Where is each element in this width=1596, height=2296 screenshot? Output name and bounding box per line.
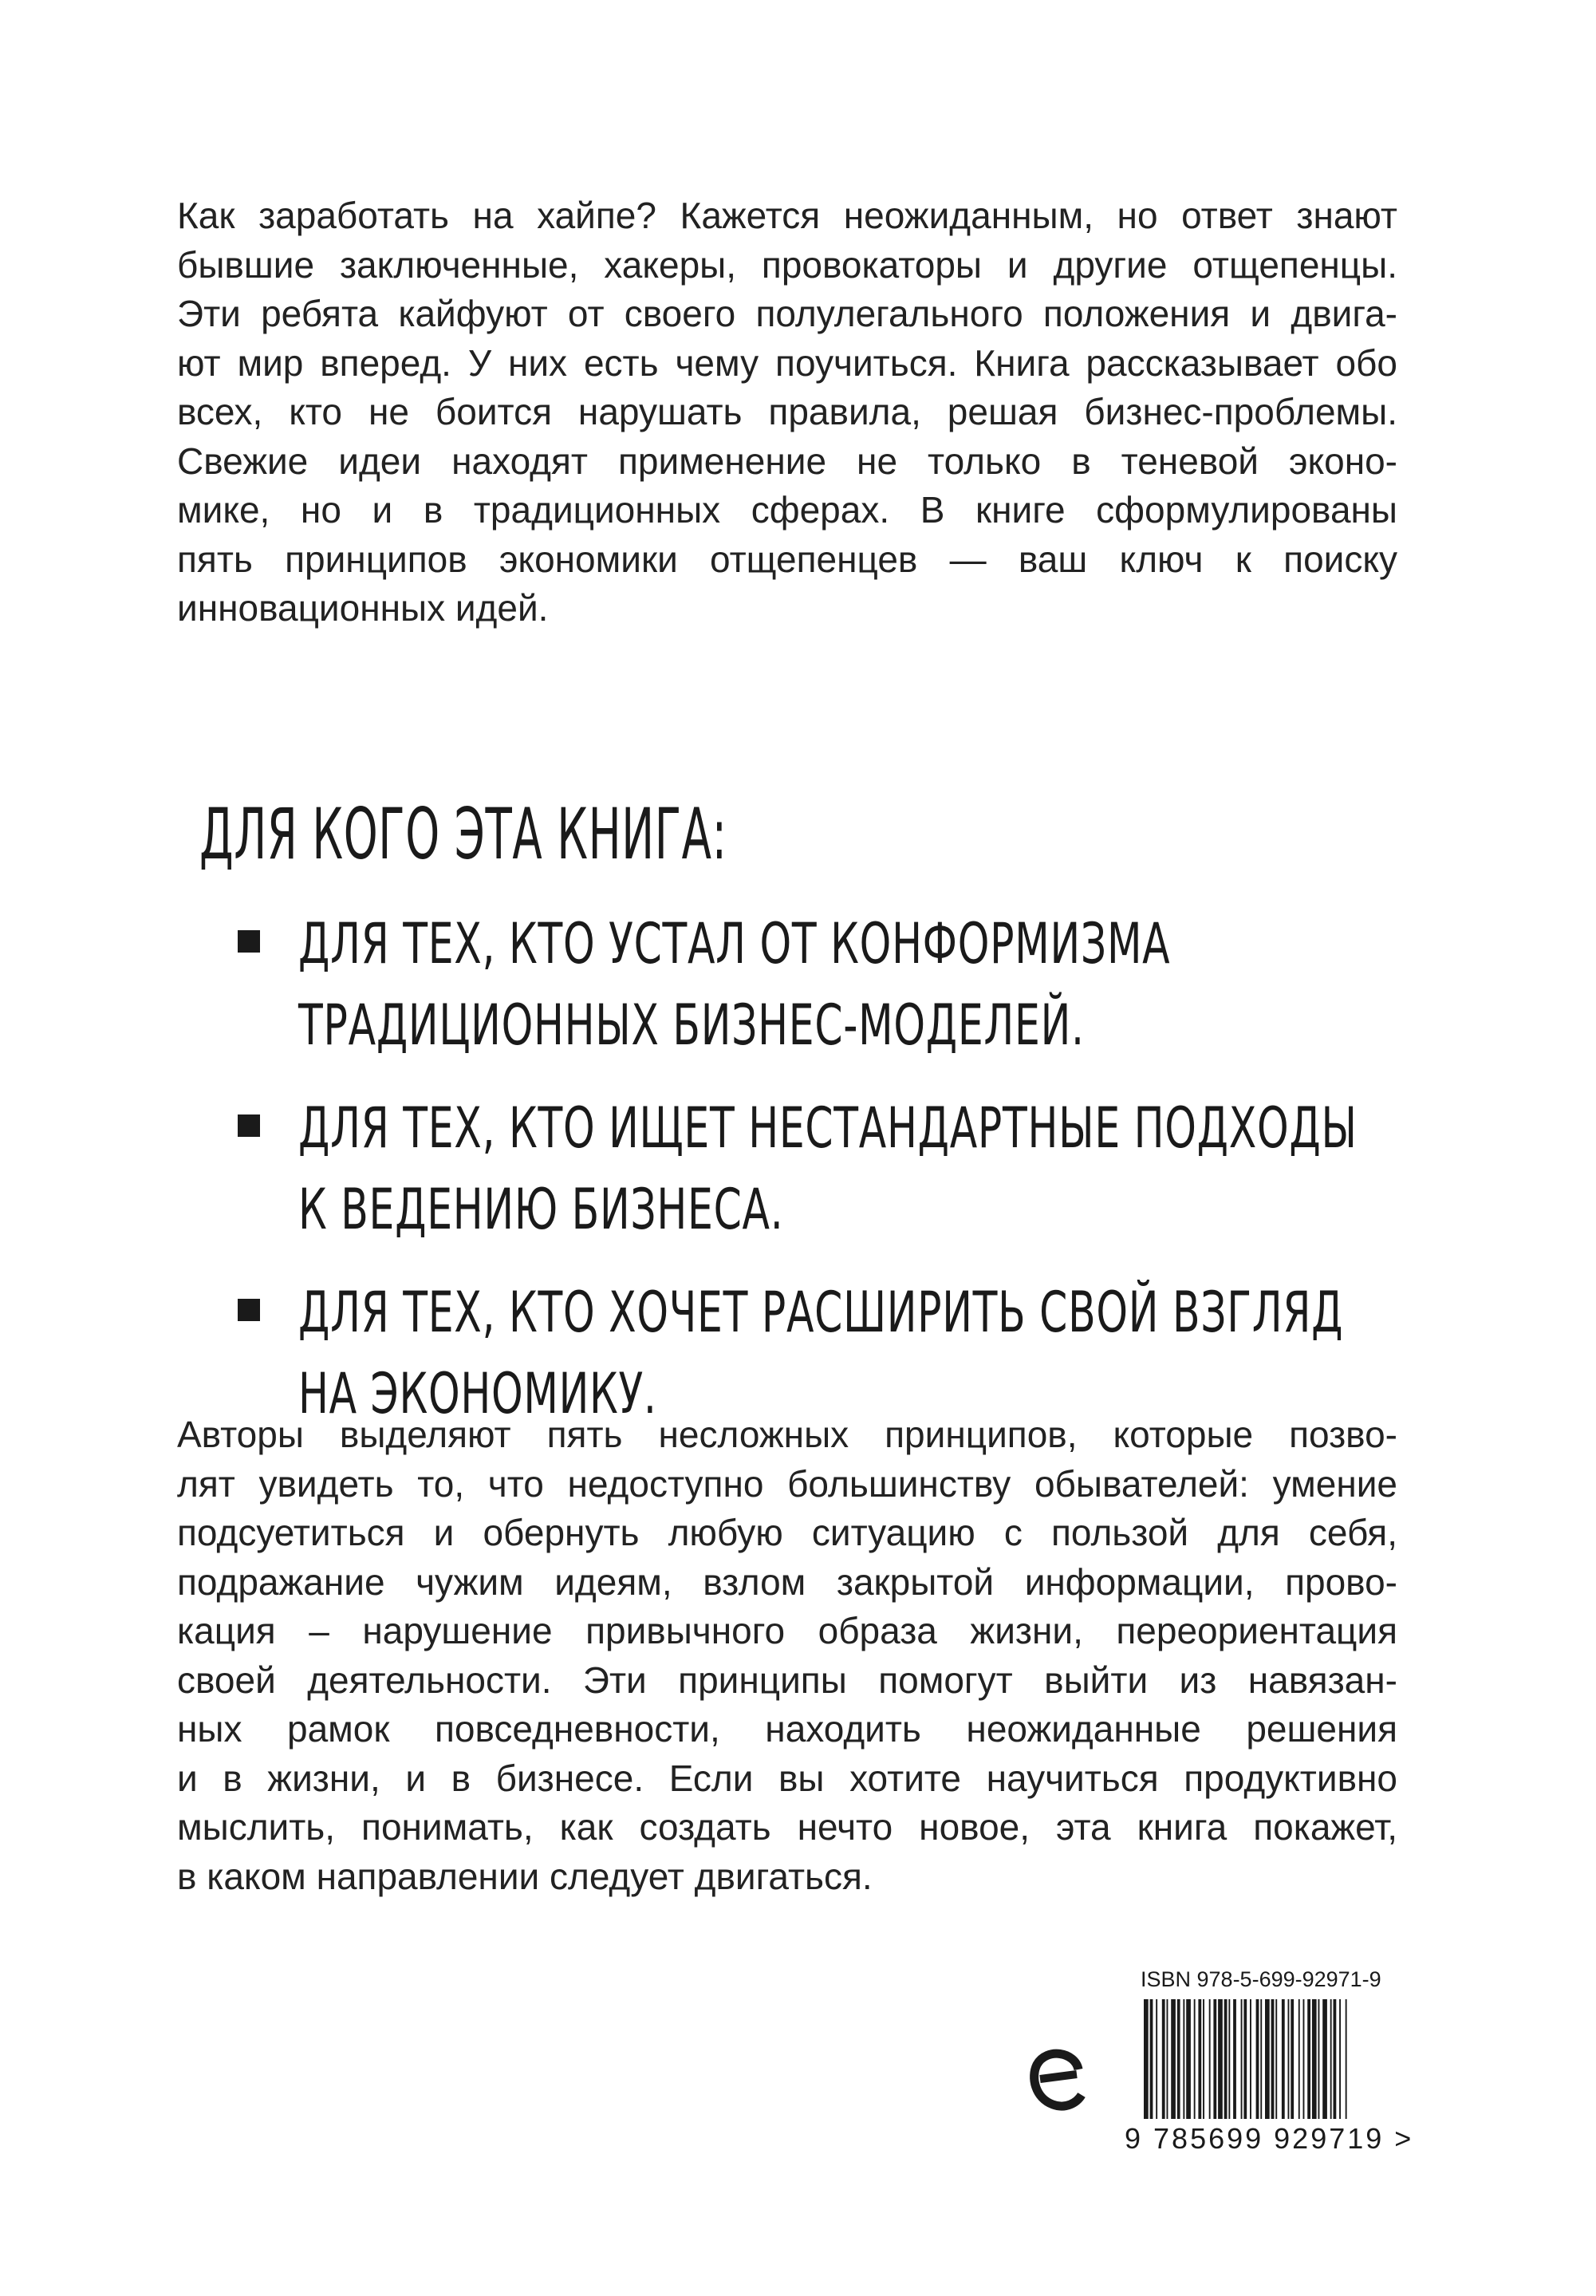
- paragraph-line: ных рамок повседневности, находить неожиданные решения: [177, 1708, 1397, 1750]
- barcode-bar: [1346, 1999, 1347, 2119]
- barcode-bar: [1312, 1999, 1317, 2119]
- paragraph-line: кация – нарушение привычного образа жизни, переориентация: [177, 1610, 1397, 1651]
- list-item-line: К ВЕДЕНИЮ БИЗНЕСА.: [298, 1177, 784, 1242]
- barcode-bar: [1282, 1999, 1285, 2119]
- barcode-bar: [1298, 1999, 1300, 2119]
- barcode-bar: [1307, 1999, 1310, 2119]
- barcode-bar: [1156, 1999, 1157, 2119]
- barcode-bar: [1233, 1999, 1236, 2119]
- barcode-bar: [1303, 1999, 1305, 2119]
- audience-list: [231, 903, 1428, 1456]
- paragraph-line: инновационных идей.: [177, 587, 549, 629]
- barcode-bar: [1213, 1999, 1216, 2119]
- paragraph-line: и в жизни, и в бизнесе. Если вы хотите научиться продуктивно: [177, 1757, 1397, 1799]
- barcode-bar: [1194, 1999, 1196, 2119]
- paragraph-line: Эти ребята кайфуют от своего полулегального положения и двига-: [177, 293, 1397, 334]
- barcode-bar: [1171, 1999, 1176, 2119]
- barcode-bar: [1275, 1999, 1277, 2119]
- eksmo-logo-icon: [1029, 2042, 1086, 2114]
- barcode-bar: [1334, 1999, 1337, 2119]
- barcode-bar: [1198, 1999, 1201, 2119]
- barcode-bar: [1203, 1999, 1204, 2119]
- barcode-bar: [1228, 1999, 1230, 2119]
- barcode-bar: [1322, 1999, 1327, 2119]
- barcode-bar: [1183, 1999, 1184, 2119]
- barcode-bar: [1224, 1999, 1228, 2119]
- paragraph-line: Свежие идеи находят применение не только в теневой эконо-: [177, 440, 1397, 482]
- isbn-label: ISBN 978-5-699-92971-9: [1141, 1967, 1381, 1991]
- barcode-icon: [1142, 1999, 1399, 2119]
- paragraph-line: лят увидеть то, что недоступно большинству обывателей: умение: [177, 1462, 1397, 1505]
- barcode-bar: [1177, 1999, 1180, 2119]
- list-item: [231, 903, 1428, 1066]
- list-item-line: ДЛЯ ТЕХ, КТО УСТАЛ ОТ КОНФОРМИЗМА: [298, 911, 1171, 976]
- barcode-bar: [1250, 1999, 1251, 2119]
- barcode-bar: [1291, 1999, 1294, 2119]
- barcode-bar: [1241, 1999, 1243, 2119]
- barcode-bar: [1218, 1999, 1223, 2119]
- list-item-line: НА ЭКОНОМИКУ.: [298, 1361, 657, 1426]
- paragraph-line: подражание чужим идеям, взлом закрытой информации, прово-: [177, 1560, 1397, 1603]
- list-item: [231, 1087, 1428, 1250]
- paragraph-line: пять принципов экономики отщепенцев — ваш ключ к поиску: [177, 538, 1397, 580]
- paragraph-line: подсуетиться и обернуть любую ситуацию с пользой для себя,: [177, 1512, 1397, 1553]
- bullet-square-icon: [238, 1114, 260, 1137]
- barcode-bar: [1162, 1999, 1165, 2119]
- paragraph-line: в каком направлении следует двигаться.: [177, 1855, 873, 1897]
- barcode-bar: [1265, 1999, 1270, 2119]
- authors-paragraph: [177, 1410, 1397, 1901]
- barcode-bar: [1318, 1999, 1320, 2119]
- barcode-bar: [1260, 1999, 1262, 2119]
- barcode-bar: [1330, 1999, 1332, 2119]
- barcode-bar: [1271, 1999, 1275, 2119]
- barcode-bar: [1186, 1999, 1191, 2119]
- barcode-bar: [1288, 1999, 1290, 2119]
- list-item-line: ТРАДИЦИОННЫХ БИЗНЕС-МОДЕЛЕЙ.: [298, 992, 1085, 1058]
- barcode-bar: [1150, 1999, 1153, 2119]
- audience-heading: ДЛЯ КОГО ЭТА КНИГА:: [199, 793, 727, 875]
- barcode-bar: [1209, 1999, 1211, 2119]
- bullet-square-icon: [238, 930, 260, 953]
- paragraph-line: своей деятельности. Эти принципы помогут выйти из навязан-: [177, 1659, 1397, 1701]
- bullet-square-icon: [238, 1299, 260, 1321]
- paragraph-line: мике, но и в традиционных сферах. В книге сформулированы: [177, 489, 1397, 531]
- list-item-line: ДЛЯ ТЕХ, КТО ИЩЕТ НЕСТАНДАРТНЫЕ ПОДХОДЫ: [298, 1095, 1358, 1161]
- barcode-bar: [1144, 1999, 1149, 2119]
- paragraph-line: Как заработать на хайпе? Кажется неожиданным, но ответ знают: [177, 195, 1397, 236]
- barcode-bar: [1256, 1999, 1259, 2119]
- description-paragraph: [177, 191, 1397, 633]
- paragraph-line: всех, кто не боится нарушать правила, решая бизнес-проблемы.: [177, 391, 1397, 432]
- paragraph-line: мыслить, понимать, как создать нечто новое, эта книга покажет,: [177, 1806, 1397, 1848]
- barcode-bar: [1339, 1999, 1341, 2119]
- barcode-bar: [1167, 1999, 1168, 2119]
- barcode-bar: [1243, 1999, 1247, 2119]
- paragraph-line: бывшие заключенные, хакеры, провокаторы и другие отщепенцы.: [177, 243, 1397, 286]
- paragraph-line: Авторы выделяют пять несложных принципов, которые позво-: [177, 1414, 1397, 1455]
- barcode-digits: 9 785699 929719 >: [1125, 2122, 1414, 2155]
- paragraph-line: ют мир вперед. У них есть чему поучиться. Книга рассказывает обо: [177, 341, 1397, 384]
- list-item-line: ДЛЯ ТЕХ, КТО ХОЧЕТ РАСШИРИТЬ СВОЙ ВЗГЛЯД: [298, 1280, 1344, 1345]
